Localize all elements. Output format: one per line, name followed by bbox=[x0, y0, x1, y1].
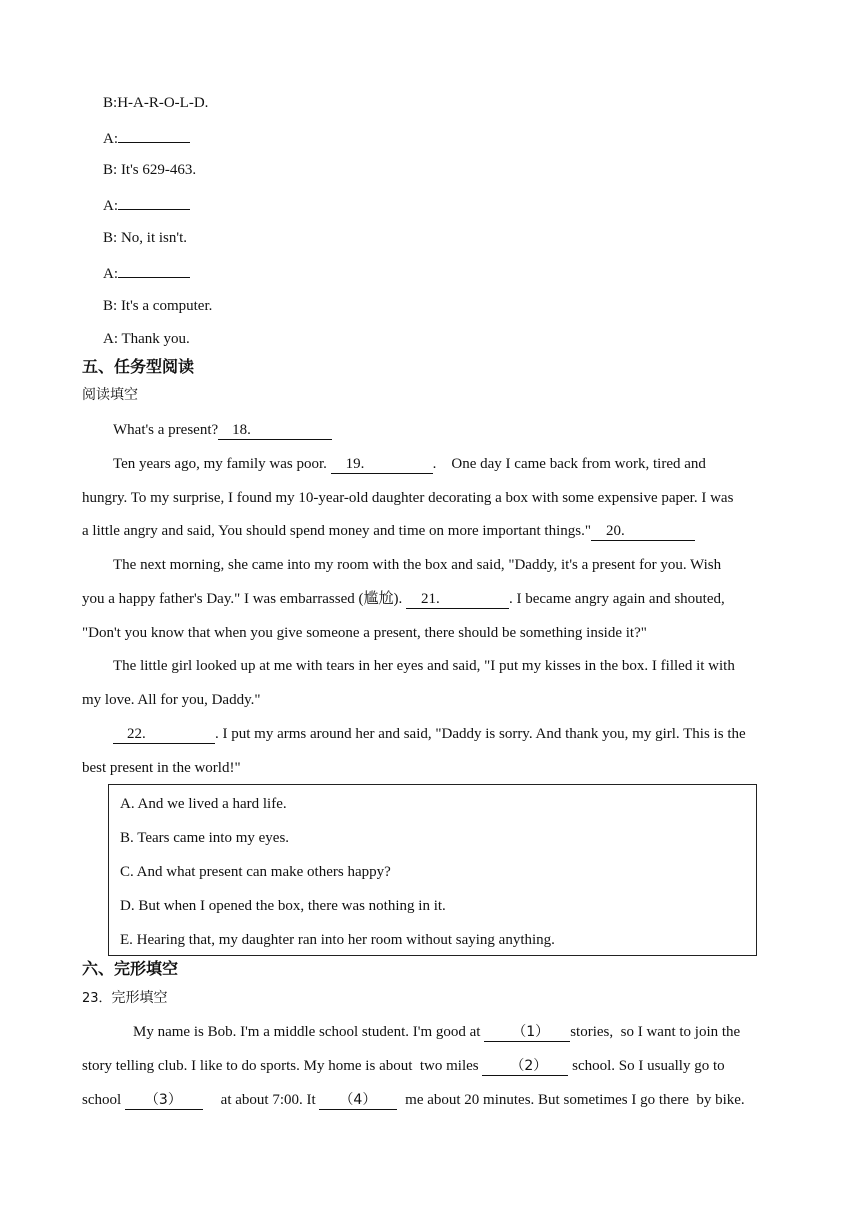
passage-line: The next morning, she came into my room with the box and said, "Daddy, it's a present for you. Wish bbox=[113, 557, 722, 573]
blank-2[interactable] bbox=[482, 1058, 568, 1076]
answer-blank[interactable] bbox=[118, 127, 190, 143]
blank-number: （1） bbox=[512, 1024, 550, 1040]
passage-line bbox=[82, 521, 695, 541]
speaker-label: B: bbox=[103, 230, 118, 246]
passage-text: school. So I usually go to bbox=[568, 1058, 725, 1074]
speaker-label: A: bbox=[103, 198, 118, 214]
speaker-label: A: bbox=[103, 331, 118, 347]
passage-text: . I put my arms around her and said, "Daddy is sorry. And thank you, my girl. This is the bbox=[215, 726, 746, 742]
passage-text: stories, so I want to join the bbox=[570, 1024, 741, 1040]
dialogue-line bbox=[103, 296, 212, 316]
dialogue-line bbox=[103, 194, 190, 216]
passage-text: school bbox=[82, 1092, 125, 1108]
passage-text: . I became angry again and shouted, bbox=[509, 591, 725, 607]
blank-number: 22. bbox=[127, 726, 146, 742]
blank-number: 18. bbox=[232, 422, 251, 438]
passage-text: story telling club. I like to do sports. My home is about two miles bbox=[82, 1058, 483, 1074]
options-box bbox=[108, 784, 757, 956]
blank-1[interactable] bbox=[484, 1024, 570, 1042]
dialogue-text: No, it isn't. bbox=[117, 230, 187, 246]
blank-number: 19. bbox=[345, 456, 365, 472]
option-e: E. Hearing that, my daughter ran into her room without saying anything. bbox=[120, 932, 555, 948]
passage-text: My name is Bob. I'm a middle school student. I'm good at bbox=[133, 1024, 485, 1040]
passage-text: . One day I came back from work, tired and bbox=[432, 456, 706, 472]
blank-number: （4） bbox=[339, 1092, 377, 1108]
passage-text: you a happy father's Day." I was embarrassed (尴尬). bbox=[82, 591, 406, 607]
blank-4[interactable] bbox=[319, 1092, 397, 1110]
passage-line bbox=[113, 420, 332, 440]
passage-text: a little angry and said, You should spend money and time on more important things." bbox=[82, 523, 591, 539]
option-b: B. Tears came into my eyes. bbox=[120, 830, 290, 846]
option-d: D. But when I opened the box, there was nothing in it. bbox=[120, 898, 446, 914]
passage-line bbox=[82, 1056, 725, 1076]
dialogue-text: Thank you. bbox=[118, 331, 190, 347]
dialogue-line bbox=[103, 160, 196, 180]
blank-3[interactable] bbox=[125, 1092, 203, 1110]
speaker-label: A: bbox=[103, 131, 118, 147]
passage-line: "Don't you know that when you give someone a present, there should be something inside it?" bbox=[82, 625, 647, 641]
passage-line bbox=[133, 1022, 740, 1042]
question-label: 完形填空 bbox=[111, 990, 168, 1006]
passage-text: Ten years ago, my family was poor. bbox=[113, 456, 331, 472]
blank-number: 20. bbox=[605, 523, 625, 539]
blank-22[interactable] bbox=[113, 726, 215, 744]
dialogue-text: It's a computer. bbox=[117, 298, 213, 314]
dialogue-line bbox=[103, 262, 190, 284]
blank-19[interactable] bbox=[331, 456, 433, 474]
dialogue-line bbox=[103, 329, 190, 349]
speaker-label: B: bbox=[103, 162, 118, 178]
blank-number: 21. bbox=[421, 591, 440, 607]
answer-blank[interactable] bbox=[118, 194, 190, 210]
blank-21[interactable] bbox=[406, 591, 509, 609]
blank-18[interactable] bbox=[218, 422, 332, 440]
dialogue-text: It's 629-463. bbox=[117, 162, 197, 178]
blank-20[interactable] bbox=[591, 523, 695, 541]
question-number: 23． bbox=[82, 991, 112, 1006]
dialogue-line bbox=[103, 93, 208, 113]
answer-blank[interactable] bbox=[118, 262, 190, 278]
passage-text: What's a present? bbox=[113, 422, 219, 438]
question-title bbox=[82, 988, 168, 1009]
speaker-label: A: bbox=[103, 266, 118, 282]
passage-line bbox=[82, 589, 725, 609]
passage-line bbox=[113, 454, 706, 474]
option-c: C. And what present can make others happy? bbox=[120, 864, 391, 880]
blank-number: （3） bbox=[144, 1092, 182, 1108]
passage-text: me about 20 minutes. But sometimes I go there by bike. bbox=[401, 1092, 745, 1108]
passage-line: hungry. To my surprise, I found my 10-year-old daughter decorating a box with some expensive paper. I was bbox=[82, 490, 734, 506]
passage-line bbox=[82, 1090, 745, 1110]
dialogue-line bbox=[103, 228, 187, 248]
passage-text: at about 7:00. It bbox=[216, 1092, 320, 1108]
speaker-label: B: bbox=[103, 95, 118, 111]
blank-number: （2） bbox=[510, 1058, 548, 1074]
passage-line: The little girl looked up at me with tears in her eyes and said, "I put my kisses in the box. I filled it with bbox=[113, 658, 735, 674]
passage-line: best present in the world!" bbox=[82, 760, 241, 776]
passage-line: my love. All for you, Daddy." bbox=[82, 692, 261, 708]
section-subheading: 阅读填空 bbox=[82, 387, 138, 403]
passage-line bbox=[113, 724, 746, 744]
section-heading: 五、任务型阅读 bbox=[82, 357, 195, 376]
dialogue-text: H-A-R-O-L-D. bbox=[117, 95, 209, 111]
dialogue-line bbox=[103, 127, 190, 149]
speaker-label: B: bbox=[103, 298, 118, 314]
section-heading: 六、完形填空 bbox=[82, 959, 179, 978]
option-a: A. And we lived a hard life. bbox=[120, 796, 287, 812]
